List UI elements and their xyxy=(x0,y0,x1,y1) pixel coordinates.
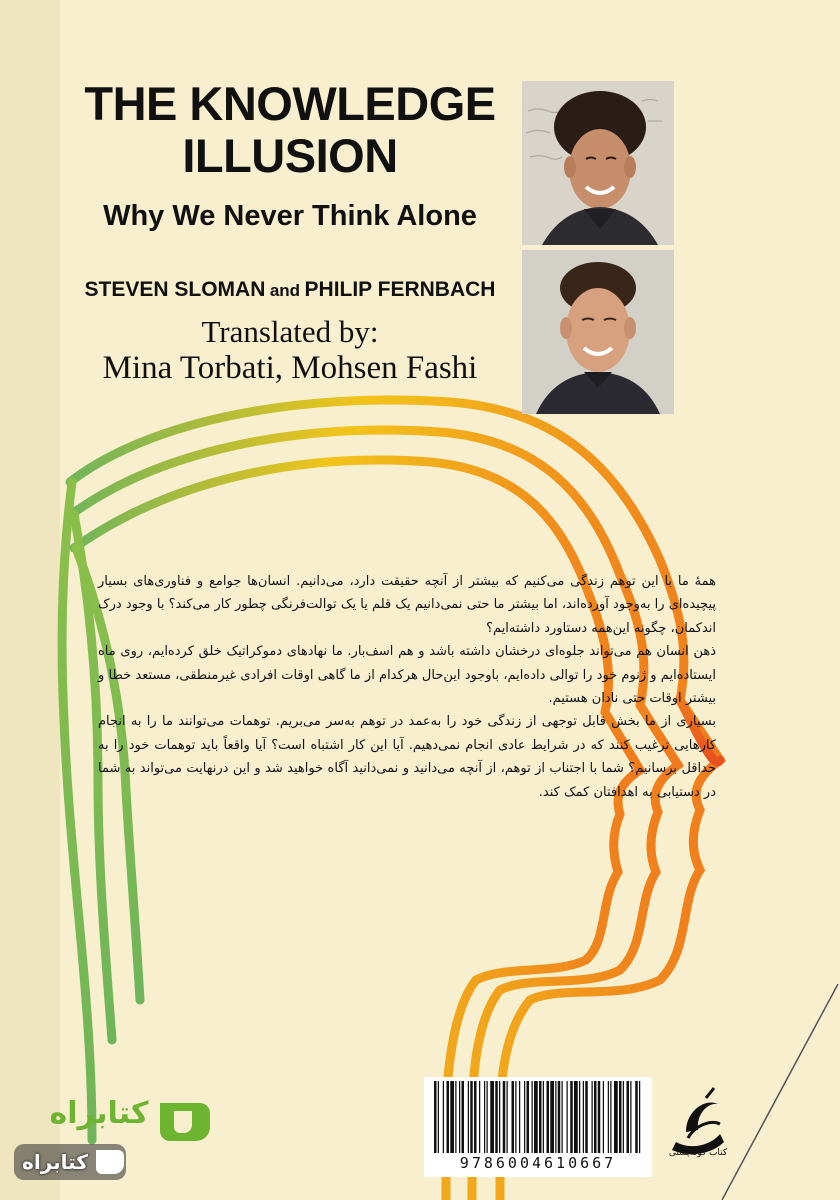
barcode-bar xyxy=(495,1081,498,1153)
barcode-bar xyxy=(447,1081,450,1153)
back-cover-blurb xyxy=(98,570,716,804)
barcode-bar xyxy=(499,1081,500,1153)
ketabrah-watermark: کتابراه xyxy=(49,1096,149,1131)
book-title-line-2: ILLUSION xyxy=(182,129,398,182)
barcode-bar xyxy=(623,1081,624,1153)
barcode-bar xyxy=(512,1081,515,1153)
barcode-bar xyxy=(527,1081,530,1153)
translators-names: Mina Torbati, Mohsen Fashi xyxy=(102,350,478,386)
barcode-bar xyxy=(462,1081,465,1153)
publisher-name: کتاب کوله‌پشتی xyxy=(668,1148,728,1158)
barcode-bar xyxy=(550,1081,554,1153)
author-2: PHILIP FERNBACH xyxy=(304,278,496,301)
barcode-bar xyxy=(543,1081,544,1153)
barcode-bar xyxy=(598,1081,601,1153)
author-conjunction: and xyxy=(269,281,301,300)
barcode-bar xyxy=(487,1081,488,1153)
barcode-bar xyxy=(519,1081,520,1153)
barcode-bar xyxy=(635,1081,638,1153)
cover-fold-line xyxy=(720,984,840,1200)
blurb-paragraph-2: ذهن انسان هم می‌تواند جلوه‌ای درخشان داشته باشد و هم اسف‌بار. ما نهادهای دموکراتیک خلق کرده‌ایم، روی ماه ایستاده‌ایم و ژنوم خود را توالی داده‌ایم، باوجود این‌حال هرکدام از ما گاهی اوقات افرادی غیرمنطقی، مستعد خطا و بیشتر اوقات حتی نادان هستیم. xyxy=(98,644,716,707)
barcode-bar xyxy=(547,1081,550,1153)
barcode-bar xyxy=(484,1081,485,1153)
barcode-bar xyxy=(470,1081,473,1153)
author-photo-1 xyxy=(522,81,674,245)
barcode-bar xyxy=(474,1081,477,1153)
barcode-bar xyxy=(443,1081,444,1153)
blurb-paragraph-1: همهٔ ما با این توهم زندگی می‌کنیم که بیشتر از آنچه حقیقت دارد، می‌دانیم. انسان‌ها جوامع و فناوری‌های بسیار پیچیده‌ای را به‌وجود آورده‌اند، اما بیشتر ما حتی نمی‌دانیم یک قلم یا یک توالت‌فرنگی چطور کار می‌کند؟ با وجود درک اندکمان، چگونه این‌همه دستاورد داشته‌ایم؟ xyxy=(98,574,716,636)
barcode-bar xyxy=(468,1081,469,1153)
barcode-bar xyxy=(438,1081,439,1153)
book-subtitle: Why We Never Think Alone xyxy=(103,200,477,232)
barcode-bar xyxy=(524,1081,525,1153)
barcode-bar xyxy=(583,1081,584,1153)
barcode-bar xyxy=(490,1081,494,1153)
barcode-bar xyxy=(570,1081,573,1153)
barcode-bar xyxy=(639,1081,640,1153)
blurb-paragraph-3: بسیاری از ما بخش قابل توجهی از زندگی خود را به‌عمد در توهم به‌سر می‌بریم. توهمات می‌توانند ما را به انجام کارهایی ترغیب کنند که در شرایط عادی انجام نمی‌دهیم. آیا این کار اشتباه است؟ آیا واقعاً باید توهمات خود را به حداقل برسانیم؟ شما با اجتناب از توهم، از آنچه می‌دانید و نمی‌دانید آگاه خواهید شد و این درنهایت می‌تواند به شما در دستیابی به اهدافتان کمک کند. xyxy=(98,714,716,800)
barcode-bar xyxy=(455,1081,456,1153)
barcode-bar xyxy=(459,1081,460,1153)
barcode-bar xyxy=(608,1081,609,1153)
barcode-bar xyxy=(574,1081,578,1153)
translated-by-label: Translated by: xyxy=(201,314,379,349)
barcode-bar xyxy=(479,1081,480,1153)
author-1: STEVEN SLOMAN xyxy=(84,278,266,301)
barcode-bar xyxy=(507,1081,508,1153)
barcode-bar xyxy=(562,1081,563,1153)
book-title-line-1: THE KNOWLEDGE xyxy=(84,77,496,130)
isbn-number: 9786004610667 xyxy=(459,1154,617,1172)
barcode-bar xyxy=(630,1081,631,1153)
barcode-bar xyxy=(450,1081,454,1153)
barcode-bar xyxy=(592,1081,593,1153)
barcode-bar xyxy=(627,1081,630,1153)
isbn-barcode xyxy=(424,1077,652,1177)
barcode-bar xyxy=(434,1081,437,1153)
barcode-bar xyxy=(515,1081,516,1153)
barcode-bar xyxy=(558,1081,561,1153)
barcode-bar xyxy=(567,1081,568,1153)
barcode-bar xyxy=(579,1081,580,1153)
barcode-bar xyxy=(594,1081,597,1153)
barcode-bar xyxy=(619,1081,622,1153)
barcode-bar xyxy=(555,1081,556,1153)
barcode-bars xyxy=(434,1081,642,1153)
barcode-bar xyxy=(532,1081,533,1153)
barcode-bar xyxy=(603,1081,604,1153)
barcode-bar xyxy=(610,1081,611,1153)
ketabrah-watermark-small: کتابراه xyxy=(22,1150,88,1174)
barcode-bar xyxy=(534,1081,538,1153)
author-line xyxy=(60,278,520,302)
barcode-bar xyxy=(585,1081,588,1153)
barcode-bar xyxy=(614,1081,618,1153)
barcode-bar xyxy=(539,1081,542,1153)
barcode-bar xyxy=(503,1081,506,1153)
author-photo-2 xyxy=(522,250,674,414)
